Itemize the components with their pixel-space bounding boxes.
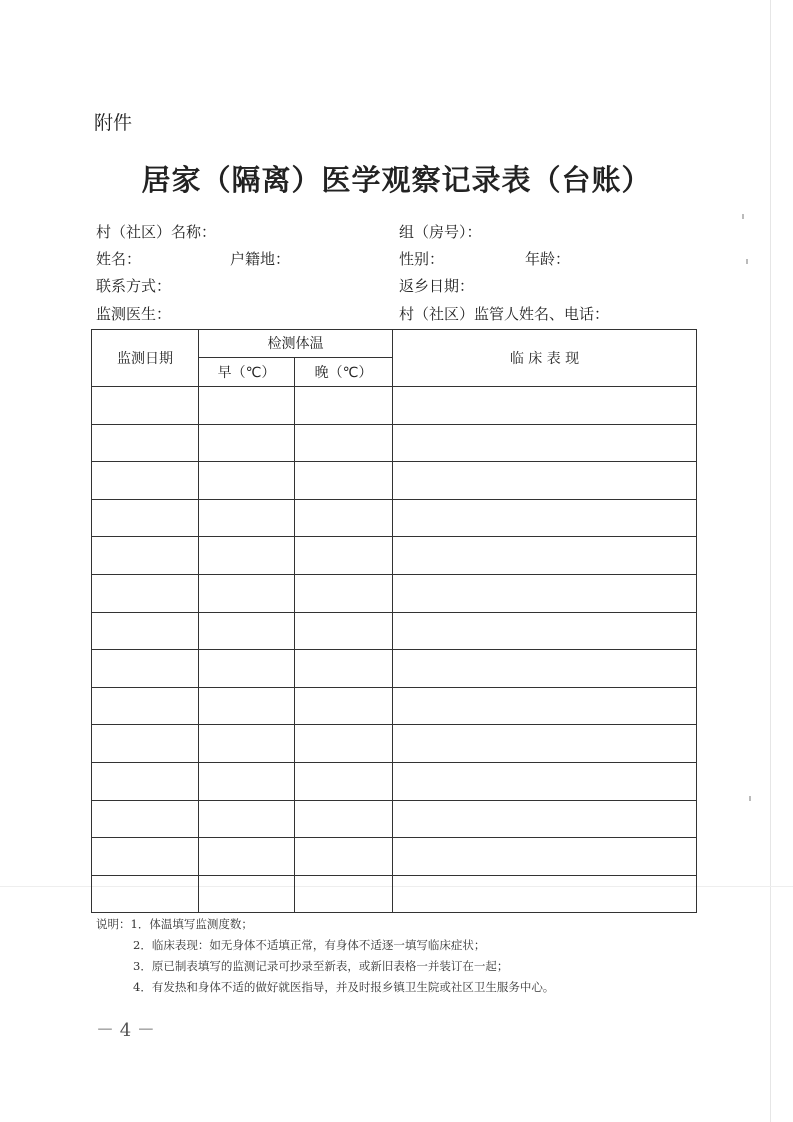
morning-cell[interactable] — [199, 687, 295, 725]
field-supervisor: 村（社区）监管人姓名、电话： — [399, 305, 610, 323]
clinical-cell[interactable] — [393, 462, 697, 500]
table-row — [92, 687, 697, 725]
morning-cell[interactable] — [199, 800, 295, 838]
morning-cell[interactable] — [199, 838, 295, 876]
scan-speck — [749, 796, 751, 801]
clinical-cell[interactable] — [393, 650, 697, 688]
field-return-date: 返乡日期： — [399, 277, 475, 295]
evening-cell[interactable] — [295, 725, 393, 763]
table-header — [92, 330, 697, 387]
date-cell[interactable] — [92, 687, 199, 725]
field-contact: 联系方式： — [96, 277, 172, 295]
table-row — [92, 612, 697, 650]
header-temperature: 检测体温 — [199, 330, 393, 358]
field-household: 户籍地： — [230, 250, 291, 268]
morning-cell[interactable] — [199, 762, 295, 800]
date-cell[interactable] — [92, 650, 199, 688]
evening-cell[interactable] — [295, 875, 393, 913]
table-row — [92, 424, 697, 462]
note-line: 4．有发热和身体不适的做好就医指导，并及时报乡镇卫生院或社区卫生服务中心。 — [133, 980, 555, 994]
field-name: 姓名： — [96, 250, 142, 268]
date-cell[interactable] — [92, 462, 199, 500]
clinical-cell[interactable] — [393, 800, 697, 838]
scan-speck — [742, 214, 744, 219]
date-cell[interactable] — [92, 612, 199, 650]
table-row — [92, 725, 697, 763]
evening-cell[interactable] — [295, 424, 393, 462]
clinical-cell[interactable] — [393, 612, 697, 650]
clinical-cell[interactable] — [393, 687, 697, 725]
notes-section — [96, 914, 554, 998]
morning-cell[interactable] — [199, 612, 295, 650]
evening-cell[interactable] — [295, 387, 393, 425]
clinical-cell[interactable] — [393, 574, 697, 612]
field-group: 组（房号）： — [399, 223, 482, 241]
date-cell[interactable] — [92, 574, 199, 612]
morning-cell[interactable] — [199, 574, 295, 612]
date-cell[interactable] — [92, 838, 199, 876]
clinical-cell[interactable] — [393, 499, 697, 537]
morning-cell[interactable] — [199, 387, 295, 425]
field-gender: 性别： — [399, 250, 445, 268]
table-row — [92, 462, 697, 500]
table-row — [92, 574, 697, 612]
morning-cell[interactable] — [199, 650, 295, 688]
table-row — [92, 537, 697, 575]
evening-cell[interactable] — [295, 612, 393, 650]
note-line: 3．原已制表填写的监测记录可抄录至新表，或新旧表格一并装订在一起； — [133, 959, 509, 973]
document-title: 居家（隔离）医学观察记录表（台账） — [141, 163, 652, 197]
evening-cell[interactable] — [295, 462, 393, 500]
date-cell[interactable] — [92, 725, 199, 763]
date-cell[interactable] — [92, 875, 199, 913]
clinical-cell[interactable] — [393, 838, 697, 876]
date-cell[interactable] — [92, 762, 199, 800]
table-row — [92, 499, 697, 537]
clinical-cell[interactable] — [393, 725, 697, 763]
evening-cell[interactable] — [295, 838, 393, 876]
header-monitor-date: 监测日期 — [92, 330, 199, 387]
observation-table — [91, 329, 697, 913]
evening-cell[interactable] — [295, 574, 393, 612]
header-clinical: 临 床 表 现 — [393, 330, 697, 387]
note-line: 2．临床表现：如无身体不适填正常，有身体不适逐一填写临床症状； — [133, 938, 486, 952]
evening-cell[interactable] — [295, 499, 393, 537]
field-age: 年龄： — [525, 250, 571, 268]
date-cell[interactable] — [92, 424, 199, 462]
table-row — [92, 650, 697, 688]
header-morning: 早（℃） — [199, 357, 295, 386]
evening-cell[interactable] — [295, 687, 393, 725]
field-village: 村（社区）名称： — [96, 223, 217, 241]
scan-speck — [746, 259, 748, 264]
clinical-cell[interactable] — [393, 875, 697, 913]
table-row — [92, 762, 697, 800]
field-doctor: 监测医生： — [96, 305, 172, 323]
table-row — [92, 838, 697, 876]
morning-cell[interactable] — [199, 875, 295, 913]
clinical-cell[interactable] — [393, 762, 697, 800]
date-cell[interactable] — [92, 387, 199, 425]
note-line: 说明：1．体温填写监测度数； — [96, 917, 253, 931]
table-row — [92, 387, 697, 425]
evening-cell[interactable] — [295, 650, 393, 688]
morning-cell[interactable] — [199, 725, 295, 763]
clinical-cell[interactable] — [393, 387, 697, 425]
date-cell[interactable] — [92, 537, 199, 575]
table-row — [92, 875, 697, 913]
morning-cell[interactable] — [199, 537, 295, 575]
evening-cell[interactable] — [295, 762, 393, 800]
page-number: － 4 － — [96, 1020, 155, 1041]
date-cell[interactable] — [92, 800, 199, 838]
evening-cell[interactable] — [295, 537, 393, 575]
evening-cell[interactable] — [295, 800, 393, 838]
clinical-cell[interactable] — [393, 537, 697, 575]
clinical-cell[interactable] — [393, 424, 697, 462]
header-evening: 晚（℃） — [295, 357, 393, 386]
date-cell[interactable] — [92, 499, 199, 537]
morning-cell[interactable] — [199, 499, 295, 537]
table-row — [92, 800, 697, 838]
table-body — [92, 387, 697, 913]
morning-cell[interactable] — [199, 424, 295, 462]
attachment-label: 附件 — [94, 112, 133, 134]
morning-cell[interactable] — [199, 462, 295, 500]
